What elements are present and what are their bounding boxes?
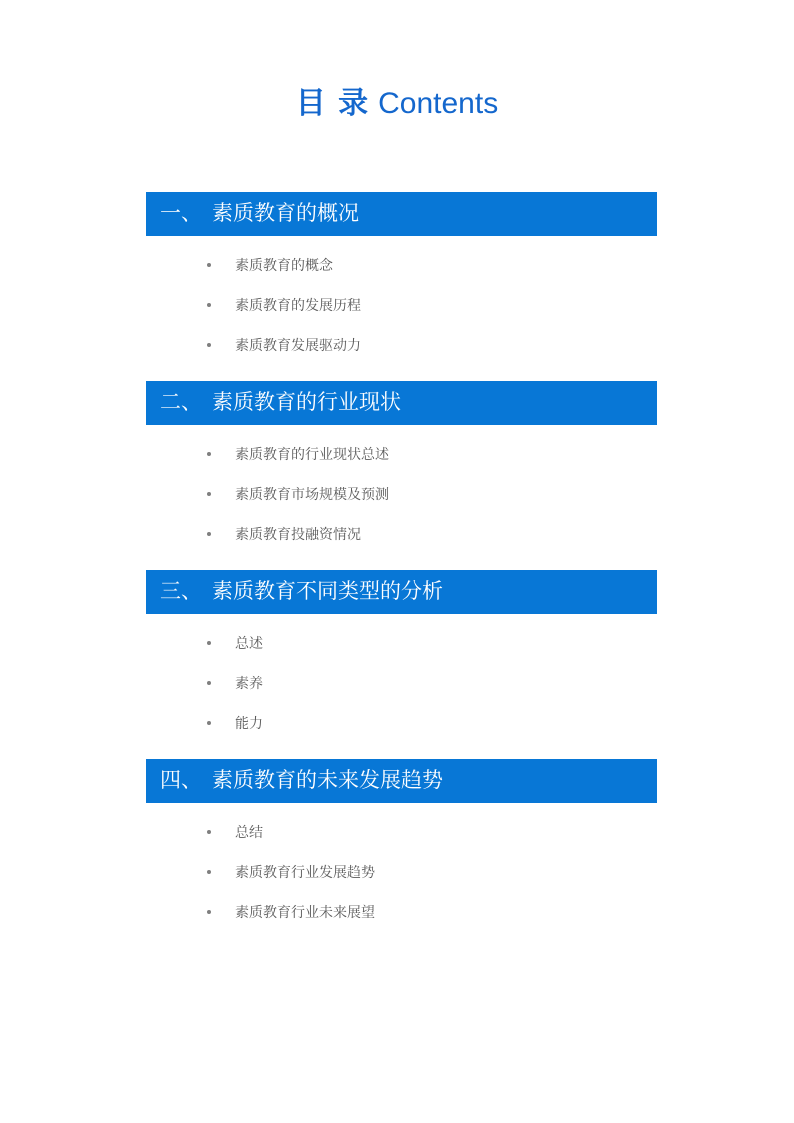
bullet-icon <box>207 263 211 267</box>
page-title-cn: 目 录 <box>295 87 371 120</box>
section-header-2[interactable] <box>146 381 657 425</box>
toc-item[interactable] <box>146 526 657 542</box>
toc-item[interactable] <box>146 864 657 880</box>
toc-item-label: 素质教育行业发展趋势 <box>235 864 375 880</box>
toc-item-label: 能力 <box>235 715 263 731</box>
toc-item[interactable] <box>146 257 657 273</box>
bullet-icon <box>207 452 211 456</box>
section-number: 二、 <box>160 391 202 414</box>
section-title: 素质教育的行业现状 <box>212 391 401 414</box>
toc-item-label: 素质教育的发展历程 <box>235 297 361 313</box>
toc-item[interactable] <box>146 824 657 840</box>
toc-item[interactable] <box>146 904 657 920</box>
section-title: 素质教育的概况 <box>212 202 359 225</box>
toc-item[interactable] <box>146 446 657 462</box>
section-number: 三、 <box>160 580 202 603</box>
toc <box>146 192 657 948</box>
bullet-icon <box>207 870 211 874</box>
bullet-icon <box>207 492 211 496</box>
section-items <box>146 425 657 570</box>
toc-item-label: 素质教育投融资情况 <box>235 526 361 542</box>
page-title <box>0 86 794 122</box>
bullet-icon <box>207 343 211 347</box>
bullet-icon <box>207 303 211 307</box>
section-number: 一、 <box>160 202 202 225</box>
section-header-1[interactable] <box>146 192 657 236</box>
toc-item[interactable] <box>146 486 657 502</box>
bullet-icon <box>207 641 211 645</box>
toc-item[interactable] <box>146 337 657 353</box>
section-header-3[interactable] <box>146 570 657 614</box>
section-items <box>146 803 657 948</box>
bullet-icon <box>207 681 211 685</box>
toc-item-label: 素质教育市场规模及预测 <box>235 486 389 502</box>
bullet-icon <box>207 721 211 725</box>
toc-item-label: 素质教育发展驱动力 <box>235 337 361 353</box>
bullet-icon <box>207 830 211 834</box>
section-items <box>146 614 657 759</box>
toc-item-label: 总述 <box>235 635 263 651</box>
toc-item[interactable] <box>146 297 657 313</box>
bullet-icon <box>207 532 211 536</box>
bullet-icon <box>207 910 211 914</box>
toc-item-label: 素质教育行业未来展望 <box>235 904 375 920</box>
section-number: 四、 <box>160 769 202 792</box>
toc-item-label: 总结 <box>235 824 263 840</box>
section-title: 素质教育的未来发展趋势 <box>212 769 443 792</box>
section-items <box>146 236 657 381</box>
section-header-4[interactable] <box>146 759 657 803</box>
toc-item-label: 素质教育的行业现状总述 <box>235 446 389 462</box>
page-title-en: Contents <box>378 87 499 120</box>
section-title: 素质教育不同类型的分析 <box>212 580 443 603</box>
toc-item-label: 素质教育的概念 <box>235 257 333 273</box>
toc-item-label: 素养 <box>235 675 263 691</box>
toc-item[interactable] <box>146 675 657 691</box>
toc-item[interactable] <box>146 715 657 731</box>
toc-item[interactable] <box>146 635 657 651</box>
